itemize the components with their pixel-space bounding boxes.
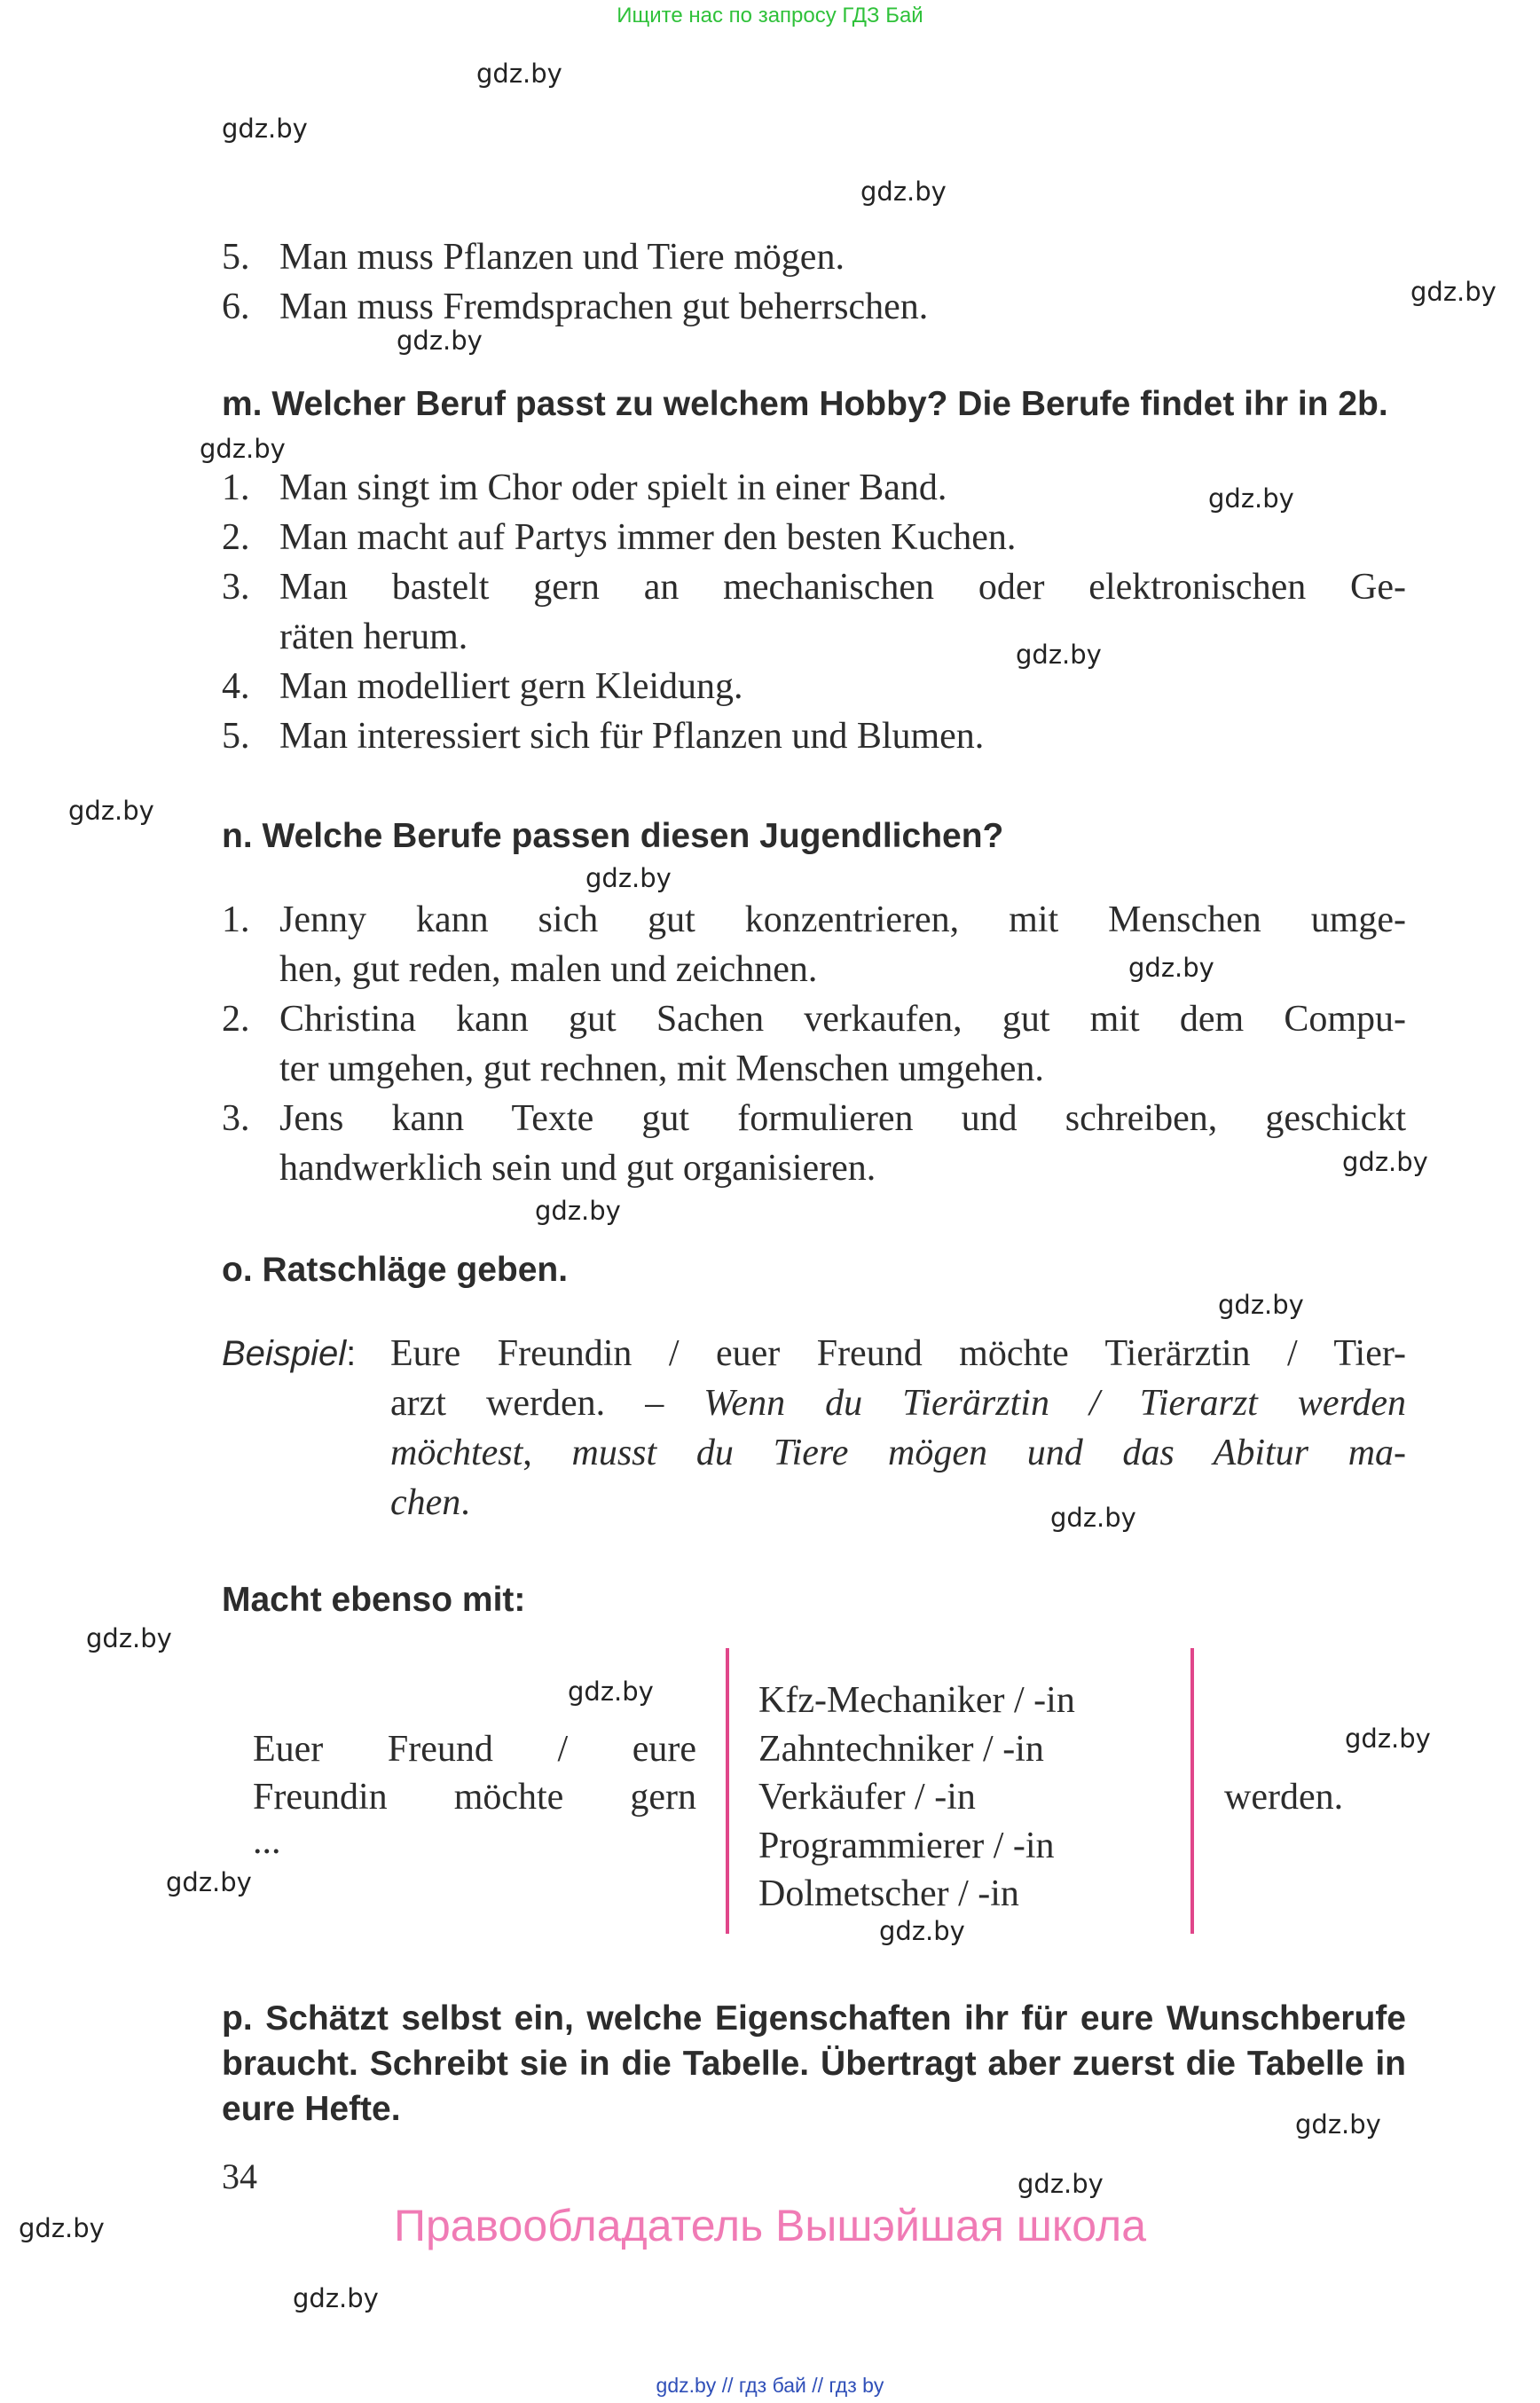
list-number: 4.: [222, 666, 250, 707]
list-item-continuation: handwerklich sein und gut organisieren.: [279, 1148, 876, 1189]
watermark: gdz.by: [68, 796, 154, 826]
list-number: 3.: [222, 1098, 250, 1139]
list-number: 2.: [222, 999, 250, 1040]
watermark: gdz.by: [1050, 1503, 1136, 1533]
example-line-4: [390, 1478, 470, 1527]
list-item: Man muss Pflanzen und Tiere mögen.: [279, 237, 845, 278]
watermark: gdz.by: [860, 177, 947, 207]
macht-left-line: [253, 1724, 696, 1774]
list-item: [279, 1094, 1406, 1143]
copyright-notice: Правообладатель Вышэйшая школа: [394, 2201, 1146, 2250]
example-italic: chen: [390, 1482, 461, 1523]
profession-item: Zahntechniker / -in: [758, 1729, 1044, 1770]
macht-right-text: werden.: [1224, 1777, 1344, 1818]
watermark: gdz.by: [200, 434, 286, 464]
example-line-3: [390, 1428, 1406, 1478]
list-item-continuation: räten herum.: [279, 616, 468, 657]
macht-left-line: [253, 1772, 696, 1822]
watermark: gdz.by: [222, 114, 308, 144]
list-number: 1.: [222, 899, 250, 940]
example-plain: arzt werden. –: [390, 1383, 664, 1424]
example-plain: ,: [522, 1433, 532, 1473]
section-m-heading: m. Welcher Beruf passt zu welchem Hobby? Die Berufe findet ihr in 2b.: [222, 385, 1388, 423]
divider-right: [1190, 1648, 1194, 1934]
watermark: gdz.by: [1018, 2169, 1104, 2199]
macht-left-text: Euer Freund / eure: [253, 1729, 696, 1770]
list-item: Man muss Fremdsprachen gut beherrschen.: [279, 287, 929, 327]
section-p-text: p. Schätzt selbst ein, welche Eigenschaften ihr für eure Wunschberufe braucht. Schreibt sie in die Tabelle. Übertragt aber zuerst die Tabelle in eure Hefte.: [222, 1999, 1406, 2128]
watermark: gdz.by: [568, 1677, 654, 1707]
list-number: 3.: [222, 567, 250, 608]
example-line: [390, 1378, 1406, 1428]
example-label-text: Beispiel: [222, 1334, 347, 1373]
example-line: [390, 1329, 1406, 1378]
list-item: Man modelliert gern Kleidung.: [279, 666, 743, 707]
divider-left: [726, 1648, 729, 1934]
list-number: 2.: [222, 517, 250, 558]
watermark: gdz.by: [86, 1623, 172, 1653]
page-number: 34: [222, 2156, 257, 2196]
example-label: [222, 1329, 356, 1378]
example-line: [390, 1428, 1406, 1478]
list-item: [279, 994, 1406, 1044]
watermark: gdz.by: [1218, 1290, 1304, 1320]
profession-item: Kfz-Mechaniker / -in: [758, 1680, 1075, 1721]
macht-left-ellipsis: ...: [253, 1821, 281, 1862]
example-line-1: Eure Freundin / euer Freund möchte Tierärztin / Tier-: [390, 1333, 1406, 1374]
watermark: gdz.by: [1410, 277, 1497, 307]
top-search-link[interactable]: Ищите нас по запросу ГДЗ Бай: [617, 4, 923, 27]
watermark: gdz.by: [1295, 2109, 1381, 2140]
list-item-line: Jens kann Texte gut formulieren und schreiben, geschickt: [279, 1098, 1406, 1139]
watermark: gdz.by: [166, 1867, 252, 1897]
list-number: 1.: [222, 467, 250, 508]
macht-left-text: Freundin möchte gern: [253, 1777, 696, 1818]
example-plain: .: [460, 1482, 470, 1523]
list-item-line: Man bastelt gern an mechanischen oder elektronischen Ge-: [279, 567, 1406, 608]
watermark: gdz.by: [585, 863, 672, 893]
list-item: Man interessiert sich für Pflanzen und Blumen.: [279, 716, 985, 757]
macht-heading: Macht ebenso mit:: [222, 1581, 526, 1619]
watermark: gdz.by: [1345, 1724, 1431, 1754]
section-n-heading: n. Welche Berufe passen diesen Jugendlichen?: [222, 817, 1004, 855]
watermark: gdz.by: [1208, 483, 1294, 514]
watermark: gdz.by: [535, 1196, 621, 1226]
list-number: 6.: [222, 287, 250, 327]
example-colon: :: [346, 1334, 357, 1373]
watermark: gdz.by: [879, 1916, 965, 1946]
example-italic: möchtest: [390, 1433, 523, 1473]
list-item: [279, 562, 1406, 612]
list-item: Man singt im Chor oder spielt in einer Band.: [279, 467, 947, 508]
watermark: gdz.by: [476, 59, 562, 89]
list-number: 5.: [222, 237, 250, 278]
list-item-continuation: hen, gut reden, malen und zeichnen.: [279, 949, 818, 990]
list-item: [279, 895, 1406, 945]
profession-item: Verkäufer / -in: [758, 1777, 976, 1818]
section-o-heading: o. Ratschläge geben.: [222, 1251, 569, 1289]
example-italic: musst du Tiere mögen und das Abitur ma-: [571, 1433, 1407, 1473]
list-item: Man macht auf Partys immer den besten Kuchen.: [279, 517, 1017, 558]
watermark: gdz.by: [293, 2283, 379, 2313]
profession-item: Dolmetscher / -in: [758, 1873, 1019, 1914]
profession-item: Programmierer / -in: [758, 1826, 1055, 1866]
watermark: gdz.by: [19, 2213, 105, 2243]
watermark: gdz.by: [1128, 953, 1214, 983]
example-italic: Wenn du Tierärztin / Tierarzt werden: [703, 1383, 1406, 1424]
watermark: gdz.by: [1342, 1147, 1428, 1177]
list-number: 5.: [222, 716, 250, 757]
footer-links[interactable]: gdz.by // гдз бай // гдз by: [656, 2374, 884, 2397]
list-item-continuation: ter umgehen, gut rechnen, mit Menschen umgehen.: [279, 1048, 1044, 1089]
example-line-2: [390, 1378, 1406, 1428]
watermark: gdz.by: [1016, 640, 1102, 670]
watermark: gdz.by: [397, 326, 483, 356]
list-item-line: Jenny kann sich gut konzentrieren, mit Menschen umge-: [279, 899, 1406, 940]
list-item-line: Christina kann gut Sachen verkaufen, gut mit dem Compu-: [279, 999, 1406, 1040]
